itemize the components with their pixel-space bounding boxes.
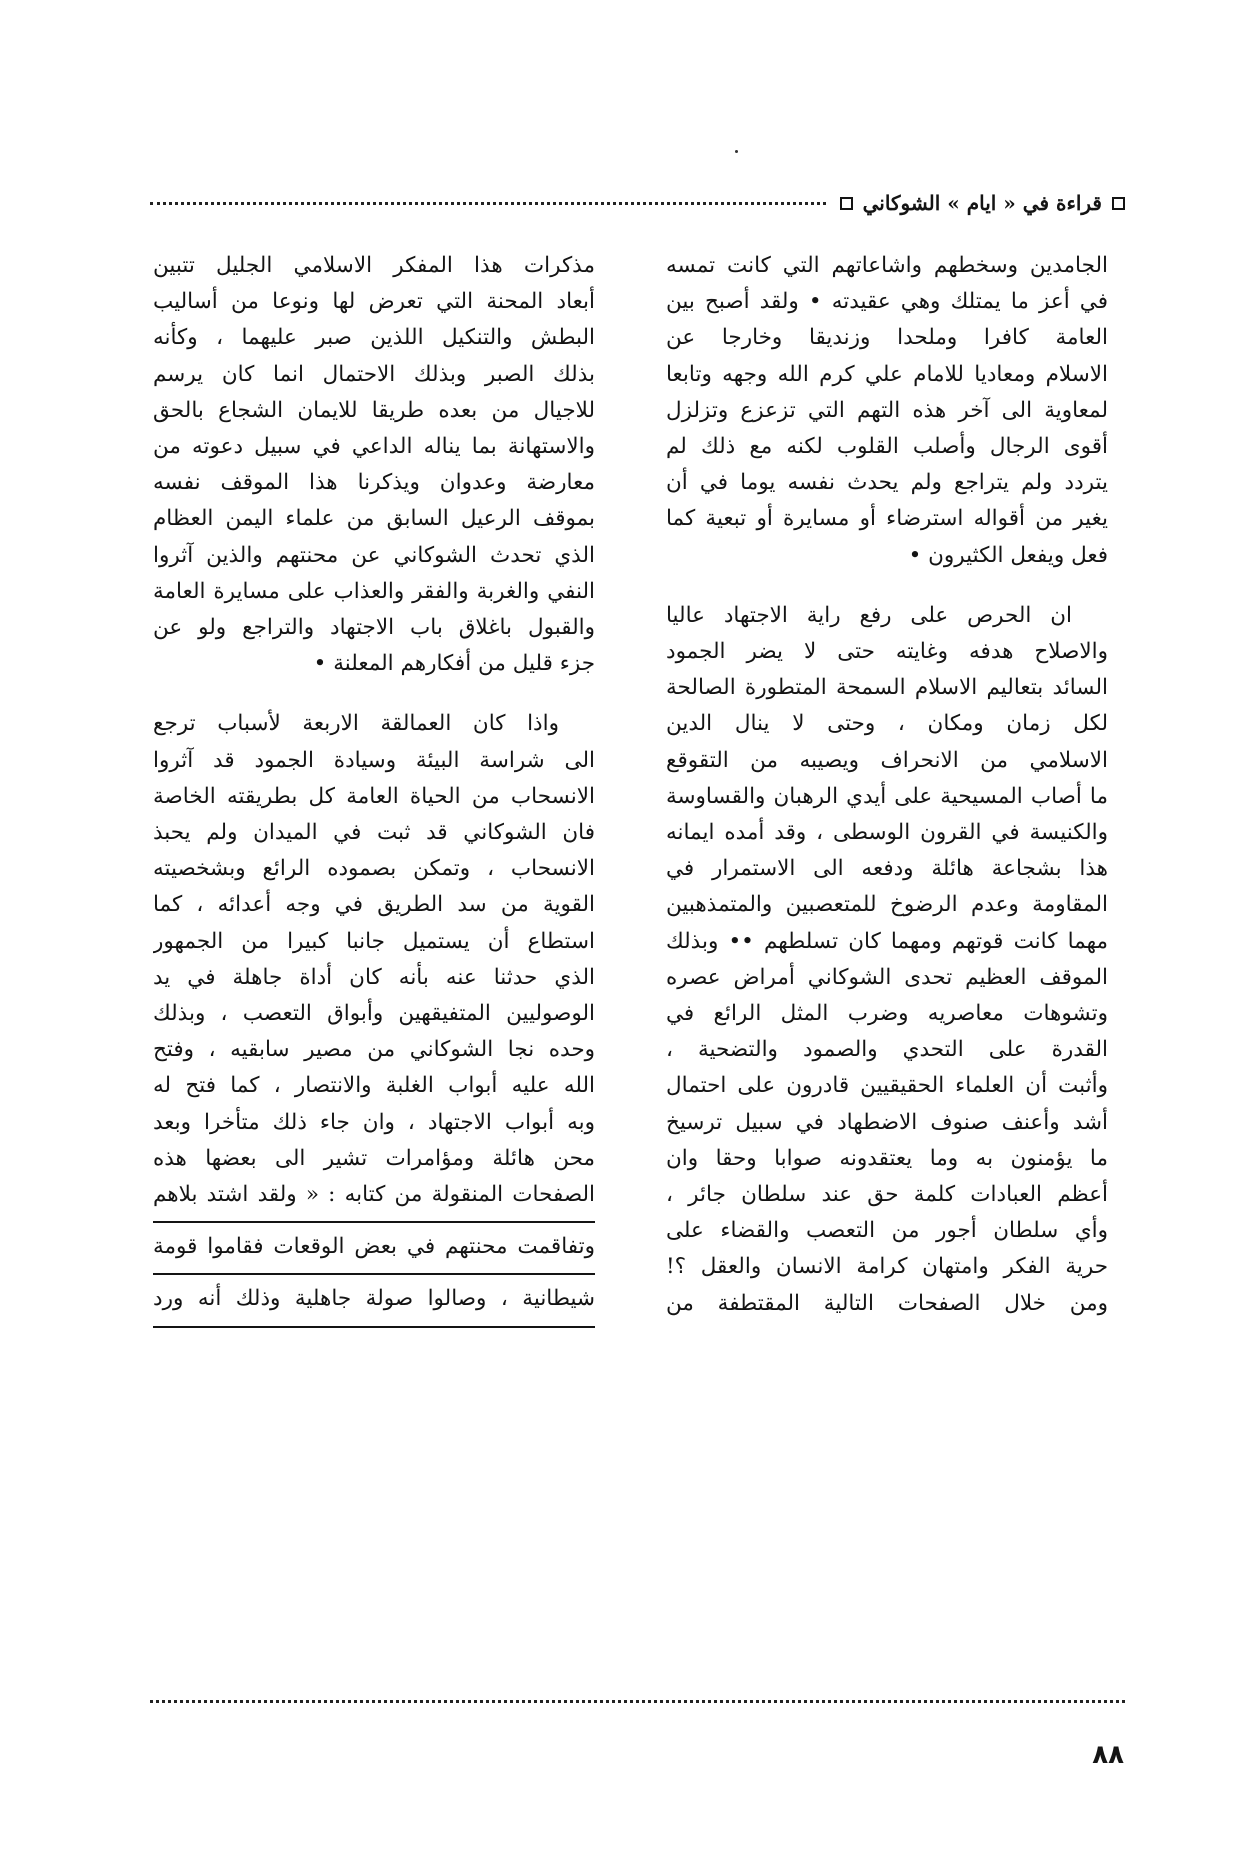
text-line: الانسحاب من الحياة العامة كل بطريقته الخاصة	[153, 783, 595, 809]
text-line: وحده نجا الشوكاني من مصير سابقيه ، وفتح	[153, 1037, 595, 1063]
text-line: يغير من أقواله استرضاء أو مسايرة أو تبعية كما	[666, 506, 1108, 532]
text-line: النفي والغربة والفقر والعذاب على مسايرة العامة	[153, 578, 595, 604]
text-line: الجامدين وسخطهم واشاعاتهم التي كانت تمسه	[666, 253, 1108, 278]
text-line: الانسحاب ، وتمكن بصموده الرائع وبشخصيته	[153, 856, 595, 882]
paragraph	[153, 706, 595, 1327]
quotation-rule	[153, 1326, 595, 1328]
text-line: ما أصاب المسيحية على أيدي الرهبان والقساوسة	[666, 783, 1108, 809]
paragraph	[666, 598, 1108, 1322]
text-line: الوصوليين المتفيقهين وأبواق التعصب ، وبذلك	[153, 1001, 595, 1027]
text-line: وتشوهات معاصريه وضرب المثل الرائع في	[666, 1001, 1108, 1027]
text-line: مذكرات هذا المفكر الاسلامي الجليل تتبين	[153, 253, 595, 278]
text-line: استطاع أن يستميل جانبا كبيرا من الجمهور	[153, 928, 595, 954]
text-line: الذي تحدث الشوكاني عن محنتهم والذين آثروا	[153, 542, 595, 568]
text-line: السائد بتعاليم الاسلام السمحة المتطورة الصالحة	[666, 675, 1108, 701]
text-line: هذا بشجاعة هائلة ودفعه الى الاستمرار في	[666, 856, 1108, 882]
header-dotted-rule	[150, 202, 826, 205]
text-line: الى شراسة البيئة وسيادة الجمود قد آثروا	[153, 747, 595, 773]
header-box-icon	[1112, 197, 1125, 210]
text-line: ان الحرص على رفع راية الاجتهاد عاليا	[666, 602, 1072, 628]
running-header	[150, 186, 1125, 220]
text-line: في أعز ما يمتلك وهي عقيدته • ولقد أصبح بين	[666, 289, 1108, 315]
text-line: ما يؤمنون به وما يعتقدونه صوابا وحقا وان	[666, 1145, 1108, 1171]
text-line: حرية الفكر وامتهان كرامة الانسان والعقل ؟!	[666, 1254, 1108, 1280]
text-line: أعظم العبادات كلمة حق عند سلطان جائر ،	[666, 1182, 1108, 1208]
text-line: الصفحات المنقولة من كتابه : « ولقد اشتد بلاهم	[153, 1182, 595, 1208]
text-line: القدرة على التحدي والصمود والتضحية ،	[666, 1037, 1108, 1063]
text-line: للاجيال من بعده طريقا للايمان الشجاع بالحق	[153, 397, 595, 423]
text-line: أشد وأعنف صنوف الاضطهاد في سبيل ترسيخ	[666, 1109, 1108, 1135]
text-line: يتردد ولم يتراجع ولم يحدث نفسه يوما في أن	[666, 470, 1108, 496]
text-line: المقاومة وعدم الرضوخ للمتعصبين والمتمذهبين	[666, 892, 1108, 918]
header-title: قراءة في « ايام » الشوكاني	[862, 191, 1102, 215]
text-line: لمعاوية الى آخر هذه التهم التي تزعزع وتزلزل	[666, 397, 1108, 423]
paragraph	[153, 248, 595, 682]
text-line: وأي سلطان أجور من التعصب والقضاء على	[666, 1218, 1108, 1244]
text-line: الله عليه أبواب الغلبة والانتصار ، كما فتح له	[153, 1073, 595, 1099]
text-line: أقوى الرجال وأصلب القلوب لكنه مع ذلك لم	[666, 434, 1108, 460]
text-line: القوية من سد الطريق في وجه أعدائه ، كما	[153, 892, 595, 918]
text-line: مهما كانت قوتهم ومهما كان تسلطهم •• وبذلك	[666, 928, 1108, 954]
text-line: لكل زمان ومكان ، وحتى لا ينال الدين	[666, 711, 1108, 737]
quotation-rule	[153, 1273, 595, 1275]
quotation-rule	[153, 1221, 595, 1223]
quoted-line: شيطانية ، وصالوا صولة جاهلية وذلك أنه ورد	[153, 1286, 595, 1312]
text-line: وأثبت أن العلماء الحقيقيين قادرون على احتمال	[666, 1073, 1108, 1099]
text-line: أبعاد المحنة التي تعرض لها ونوعا من أساليب	[153, 289, 595, 315]
text-line: واذا كان العمالقة الاربعة لأسباب ترجع	[153, 711, 559, 737]
text-line: وبه أبواب الاجتهاد ، وان جاء ذلك متأخرا وبعد	[153, 1109, 595, 1135]
text-line: والكنيسة في القرون الوسطى ، وقد أمده ايمانه	[666, 820, 1108, 846]
text-line: البطش والتنكيل اللذين صبر عليهما ، وكأنه	[153, 325, 595, 351]
right-column	[666, 248, 1108, 1322]
text-line: بذلك الصبر وبذلك الاحتمال انما كان يرسم	[153, 361, 595, 387]
text-line: معارضة وعدوان ويذكرنا هذا الموقف نفسه	[153, 470, 595, 496]
text-line: الموقف العظيم تحدى الشوكاني أمراض عصره	[666, 964, 1108, 990]
text-line: العامة كافرا وملحدا وزنديقا وخارجا عن	[666, 325, 1108, 351]
text-line: والقبول باغلاق باب الاجتهاد والتراجع ولو عن	[153, 615, 595, 641]
text-line: فعل ويفعل الكثيرون •	[908, 542, 1108, 568]
ink-speck	[735, 150, 738, 153]
text-line: فان الشوكاني قد ثبت في الميدان ولم يحبذ	[153, 820, 595, 846]
paragraph	[666, 248, 1108, 574]
text-line: محن هائلة ومؤامرات تشير الى بعضها هذه	[153, 1145, 595, 1171]
header-box-icon	[840, 197, 853, 210]
text-line: والاستهانة بما يناله الداعي في سبيل دعوته من	[153, 434, 595, 460]
text-line: ومن خلال الصفحات التالية المقتطفة من	[666, 1290, 1108, 1316]
text-line: الذي حدثنا عنه بأنه كان أداة جاهلة في يد	[153, 964, 595, 990]
text-line: جزء قليل من أفكارهم المعلنة •	[313, 651, 595, 677]
page-number: ٨٨	[1092, 1740, 1124, 1770]
left-column	[153, 248, 595, 1334]
text-line: والاصلاح هدفه وغايته حتى لا يضر الجمود	[666, 639, 1108, 665]
text-line: الاسلام ومعاديا للامام علي كرم الله وجهه وتابعا	[666, 361, 1108, 387]
quoted-line: وتفاقمت محنتهم في بعض الوقعات فقاموا قومة	[153, 1234, 595, 1260]
footer-dotted-rule	[150, 1700, 1125, 1703]
text-line: بموقف الرعيل السابق من علماء اليمن العظام	[153, 506, 595, 532]
text-line: الاسلامي من الانحراف ويصيبه من التقوقع	[666, 747, 1108, 773]
